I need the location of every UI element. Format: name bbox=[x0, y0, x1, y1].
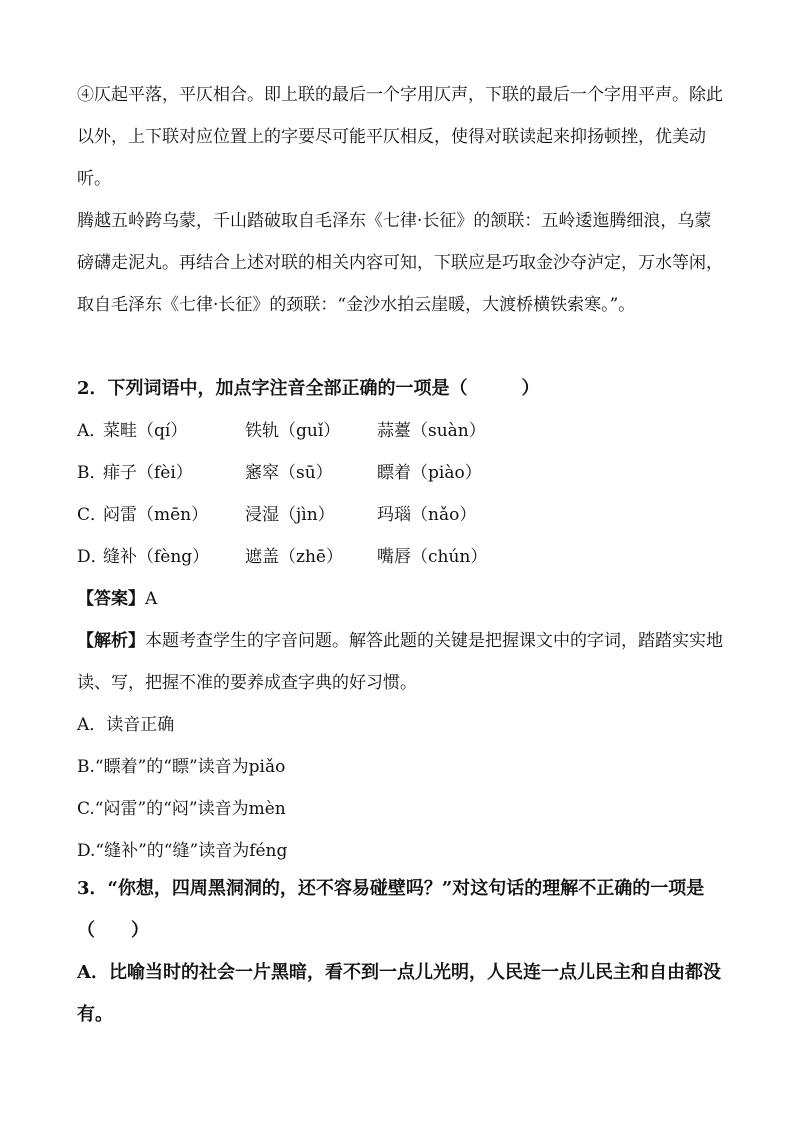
option-word: 遮盖（zhē） bbox=[245, 547, 343, 567]
option-word: 菜畦（qí） bbox=[103, 421, 188, 441]
option-word: 嘴唇（chún） bbox=[377, 547, 488, 567]
analysis-note: B.“瞟着”的“瞟”读音为piǎo bbox=[77, 757, 286, 777]
question-3-option-a: A．比喻当时的社会一片黑暗，看不到一点儿光明，人民连一点儿民主和自由都没有。 bbox=[77, 962, 721, 1025]
rule-paragraph: ④仄起平落，平仄相合。即上联的最后一个字用仄声，下联的最后一个字用平声。除此以外，上下联对应位置上的字要尽可能平仄相反，使得对联读起来抑扬顿挫，优美动听。 bbox=[77, 85, 723, 189]
answer-tag: 【答案】 bbox=[77, 589, 145, 609]
answer-line bbox=[77, 578, 157, 620]
option-label: C． bbox=[77, 505, 108, 525]
option-word: 铁轨（guǐ） bbox=[245, 421, 341, 441]
analysis-note: C.“闷雷”的“闷”读音为mèn bbox=[77, 799, 286, 819]
analysis-tag: 【解析】 bbox=[77, 631, 145, 651]
option-label: A． bbox=[77, 421, 107, 441]
question-3-stem: 3．“你想，四周黑洞洞的，还不容易碰壁吗？”对这句话的理解不正确的一项是（ ） bbox=[77, 878, 705, 941]
question-2-stem: 2．下列词语中，加点字注音全部正确的一项是（ ） bbox=[77, 378, 540, 399]
analysis-text: 本题考查学生的字音问题。解答此题的关键是把握课文中的字词，踏踏实实地读、写，把握不准的要养成查字典的好习惯。 bbox=[77, 631, 723, 693]
analysis-section bbox=[77, 620, 727, 704]
option-word: 痱子（fèi） bbox=[103, 463, 193, 483]
analysis-note: D.“缝补”的“缝”读音为féng bbox=[77, 841, 288, 861]
option-label: B． bbox=[77, 463, 107, 483]
option-label: D． bbox=[77, 547, 108, 567]
analysis-paragraph: 腾越五岭跨乌蒙，千山踏破取自毛泽东《七律·长征》的颔联：五岭逶迤腾细浪，乌蒙磅礴走泥丸。再结合上述对联的相关内容可知，下联应是巧取金沙夺泸定，万水等闲，取自毛泽东《七律·长征》的颈联：“金沙水拍云崖暖，大渡桥横铁索寒。”。 bbox=[77, 211, 723, 315]
option-word: 玛瑙（nǎo） bbox=[377, 505, 477, 525]
option-word: 蒜薹（suàn） bbox=[377, 421, 486, 441]
option-word: 缝补（fèng） bbox=[103, 547, 210, 567]
option-word: 闷雷（mēn） bbox=[103, 505, 209, 525]
answer-value: A bbox=[145, 589, 158, 609]
option-word: 窸窣（sū） bbox=[245, 463, 333, 483]
analysis-note: A．读音正确 bbox=[77, 715, 175, 735]
option-word: 瞟着（piào） bbox=[377, 463, 482, 483]
option-word: 浸湿（jìn） bbox=[245, 505, 335, 525]
